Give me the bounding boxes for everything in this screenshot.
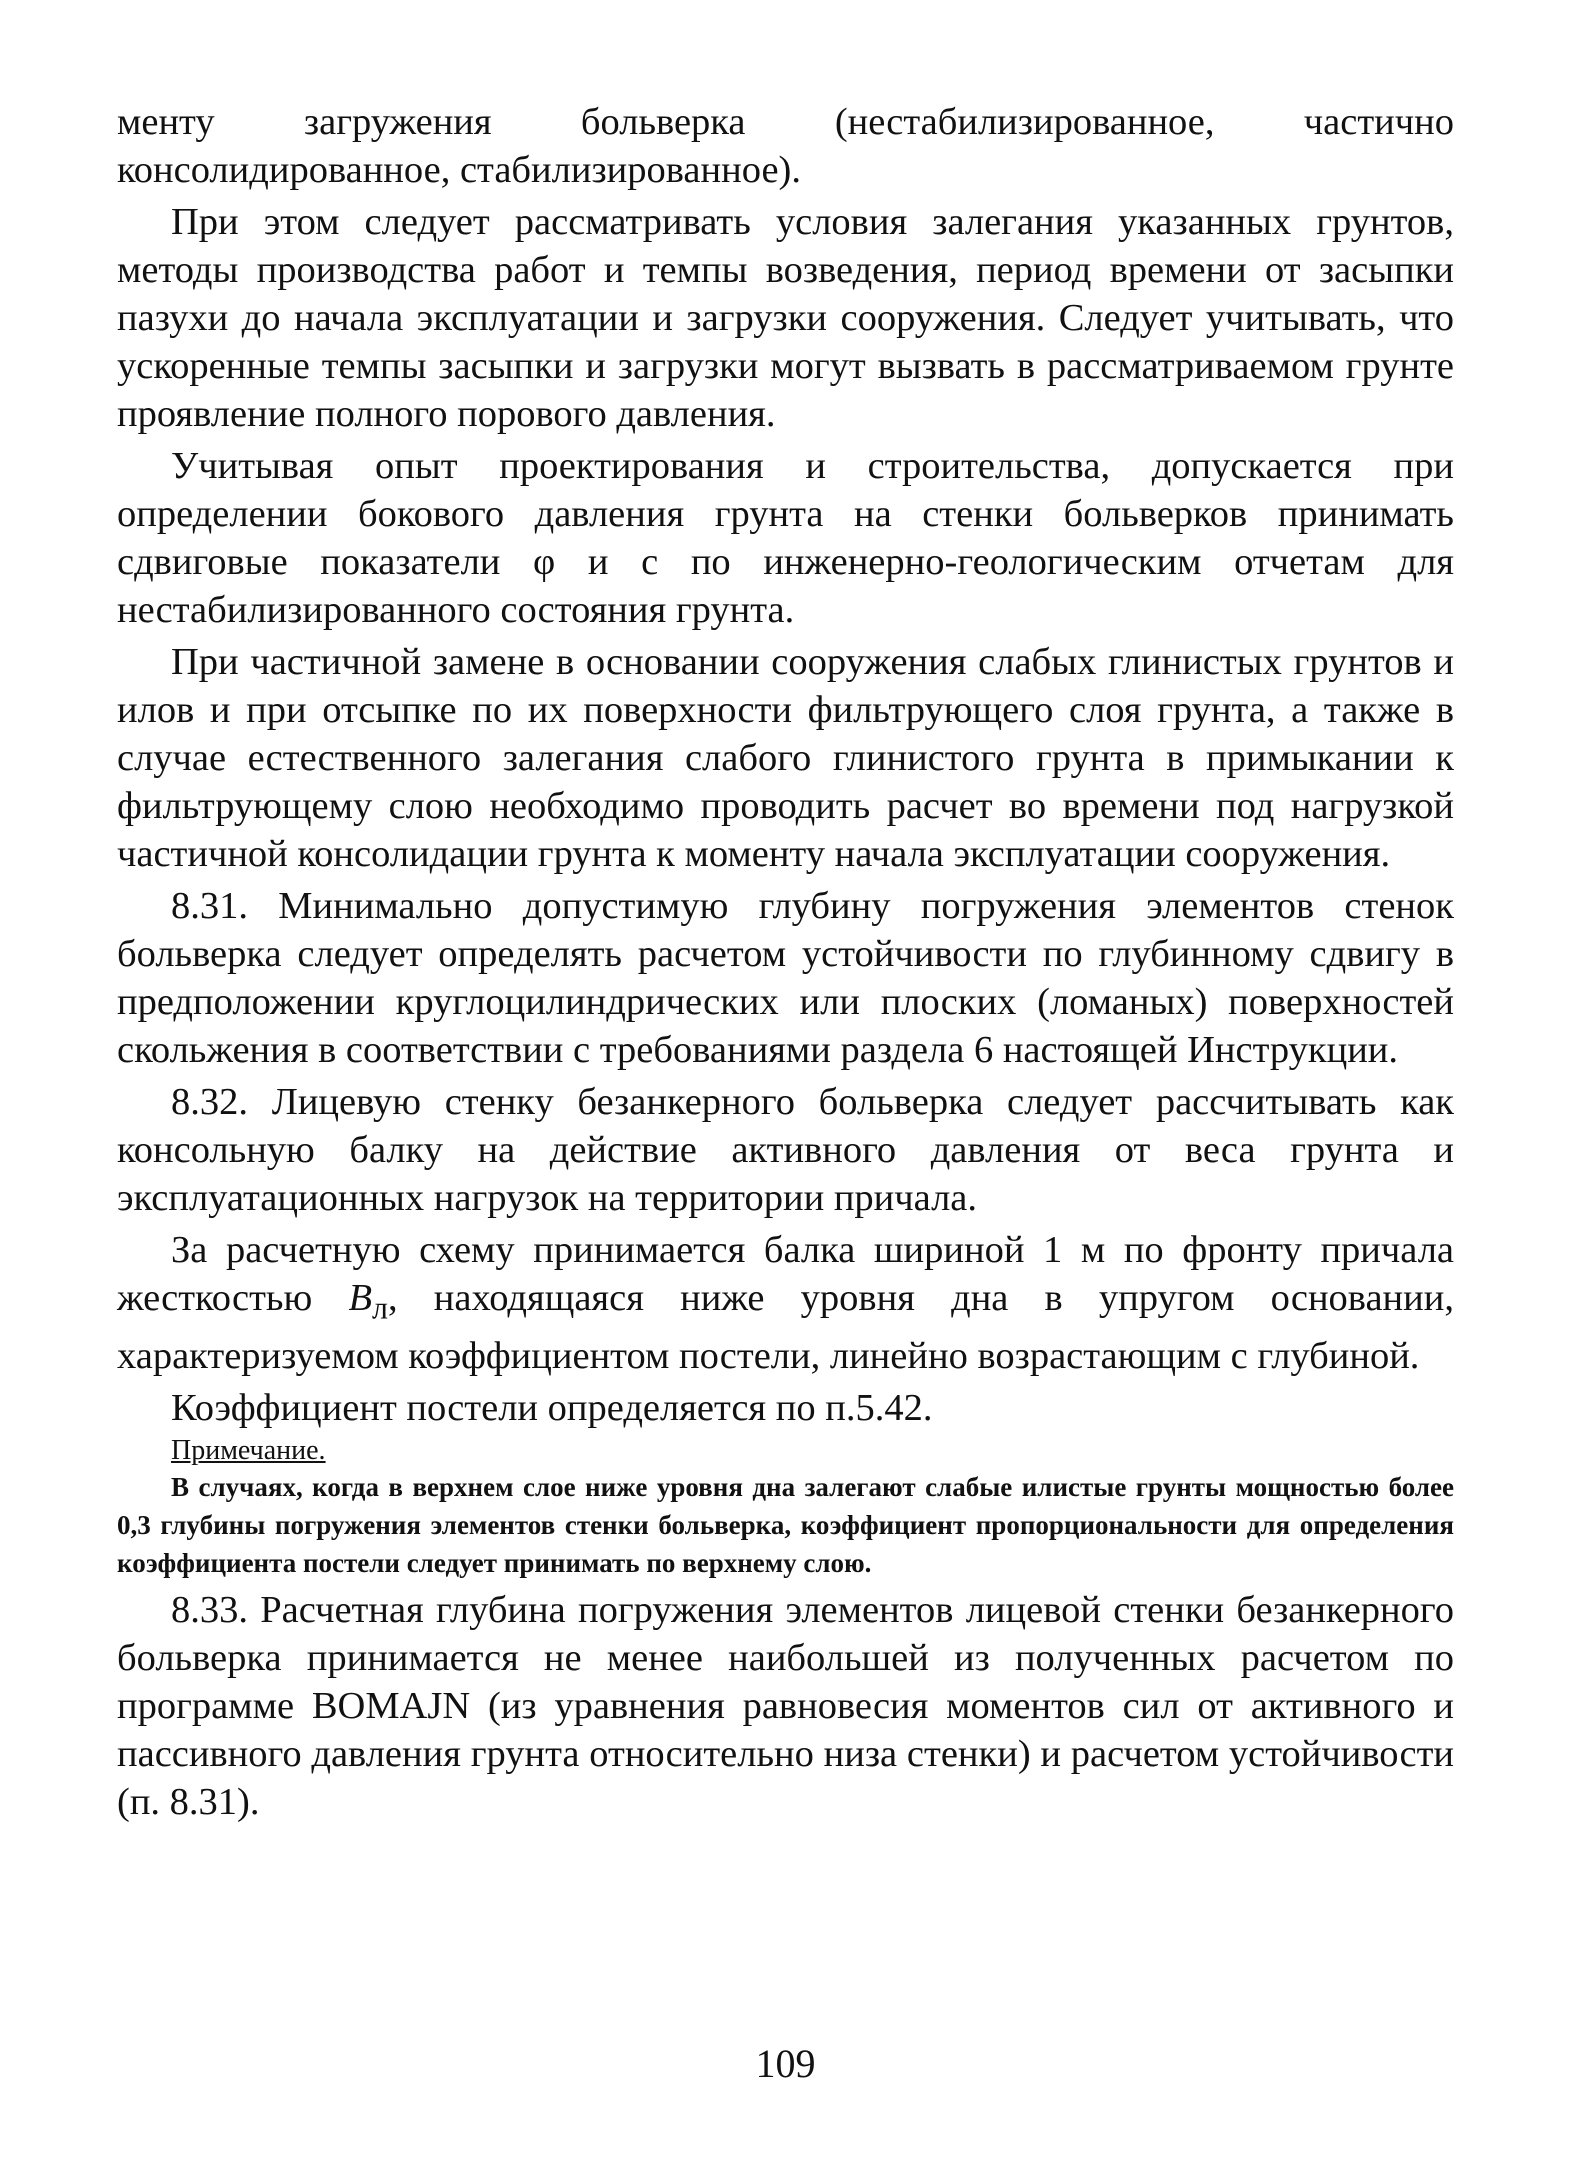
page-body — [117, 98, 1454, 1826]
paragraph-3: Учитывая опыт проектирования и строительства, допускается при определении бокового давления грунта на стенки больверков принимать сдвиговые показатели φ и c по инженерно-геологическим отчетам для нестабилизированного состояния грунта. — [117, 445, 1454, 631]
stiffness-subscript: л — [371, 1289, 388, 1326]
section-8-32: 8.32. Лицевую стенку безанкерного больверка следует рассчитывать как консольную балку на действие активного давления от веса грунта и эксплуатационных нагрузок на территории причала. — [117, 1081, 1454, 1219]
paragraph-bed-coefficient: Коэффициент постели определяется по п.5.42. — [171, 1386, 933, 1429]
design-scheme-text-after: , находящаяся ниже уровня дна в упругом основании, характеризуемом коэффициентом постели, линейно возрастающим с глубиной. — [117, 1277, 1454, 1377]
paragraph-2: При этом следует рассматривать условия залегания указанных грунтов, методы производства работ и темпы возведения, период времени от засыпки пазухи до начала эксплуатации и загрузки сооружения. Следует учитывать, что ускоренные темпы засыпки и загрузки могут вызвать в рассматриваемом грунте проявление полного порового давления. — [117, 201, 1454, 435]
note-title: Примечание. — [171, 1434, 326, 1466]
section-8-31: 8.31. Минимально допустимую глубину погружения элементов стенок больверка следует определять расчетом устойчивости по глубинному сдвигу в предположении круглоцилиндрических или плоских (ломаных) поверхностей скольжения в соответствии с требованиями раздела 6 настоящей Инструкции. — [117, 885, 1454, 1071]
paragraph-1: менту загружения больверка (нестабилизированное, частично консолидированное, стабилизированное). — [117, 101, 1454, 191]
design-scheme-text-before: За расчетную схему принимается балка шириной 1 м по фронту причала жесткостью — [117, 1229, 1454, 1319]
note-text: В случаях, когда в верхнем слое ниже уровня дна залегают слабые илистые грунты мощностью более 0,3 глубины погружения элементов стенки больверка, коэффициент пропорциональности для определения коэффициента постели следует принимать по верхнему слою. — [117, 1471, 1454, 1578]
page-number: 109 — [755, 2041, 816, 2086]
paragraph-design-scheme — [117, 1226, 1454, 1380]
paragraph-4: При частичной замене в основании сооружения слабых глинистых грунтов и илов и при отсыпке по их поверхности фильтрующего слоя грунта, а также в случае естественного залегания слабого глинистого грунта в примыкании к фильтрующему слою необходимо проводить расчет во времени под нагрузкой частичной консолидации грунта к моменту начала эксплуатации сооружения. — [117, 641, 1454, 875]
stiffness-symbol: B — [348, 1277, 372, 1319]
section-8-33: 8.33. Расчетная глубина погружения элементов лицевой стенки безанкерного больверка принимается не менее наибольшей из полученных расчетом по программе BOMAJN (из уравнения равновесия моментов сил от активного и пассивного давления грунта относительно низа стенки) и расчетом устойчивости (п. 8.31). — [117, 1588, 1454, 1823]
